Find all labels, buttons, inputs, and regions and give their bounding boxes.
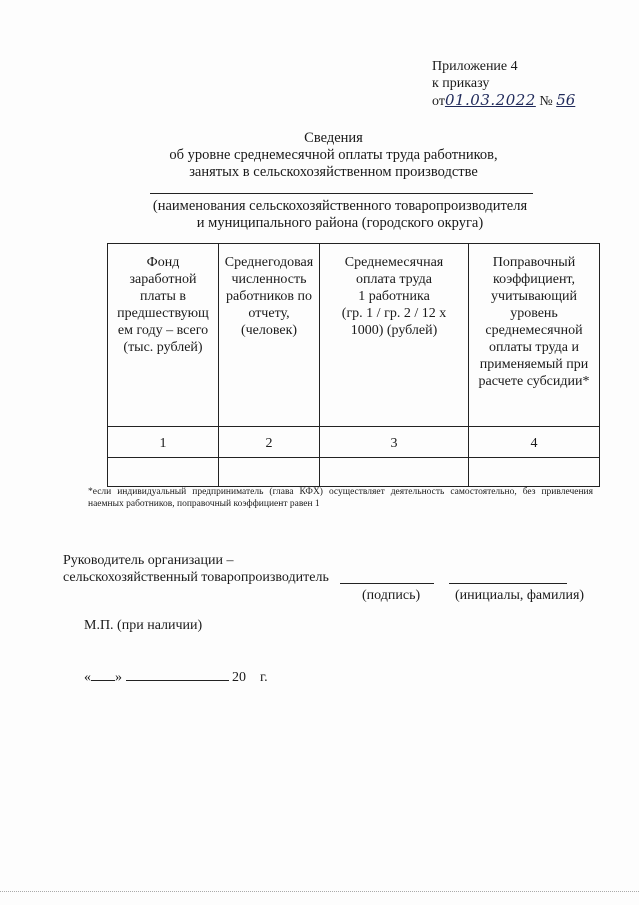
caption-line-2: и муниципального района (городского округа)	[196, 215, 484, 231]
signer-block	[63, 552, 329, 586]
document-title	[0, 130, 639, 181]
signature-caption: (подпись)	[362, 588, 421, 603]
data-cell[interactable]	[108, 458, 219, 487]
open-quote: «	[84, 670, 91, 685]
column-number: 1	[108, 427, 219, 458]
table-header-row	[108, 244, 600, 427]
data-cell[interactable]	[320, 458, 469, 487]
from-label: от	[432, 94, 445, 109]
column-number: 4	[469, 427, 600, 458]
appendix-number: Приложение 4	[432, 59, 518, 74]
scan-edge-divider	[0, 891, 639, 892]
year-suffix: г.	[260, 670, 268, 685]
data-entry-row	[108, 458, 600, 487]
column-number: 2	[219, 427, 320, 458]
name-line	[449, 583, 567, 584]
signature-line	[340, 583, 434, 584]
salary-table	[107, 243, 600, 487]
column-number: 3	[320, 427, 469, 458]
handwritten-date: 01.03.2022	[444, 91, 536, 109]
year-prefix: 20	[232, 670, 246, 685]
header-cell-avg-salary: Среднемесячная оплата труда 1 работника (гр. 1 / гр. 2 / 12 х 1000) (рублей)	[320, 244, 469, 427]
footnote: *если индивидуальный предприниматель (глава КФХ) осуществляет деятельность самостоятельно, без привлечения наемных работников, поправочный коэффициент равен 1	[88, 487, 593, 509]
order-label: к приказу	[432, 76, 490, 91]
producer-name-blank	[150, 193, 533, 194]
caption-line-1: (наименования сельскохозяйственного товаропроизводителя	[152, 198, 528, 214]
title-line-2: об уровне среднемесячной оплаты труда работников,	[169, 147, 498, 163]
day-blank	[91, 667, 115, 681]
handwritten-number: 56	[556, 91, 576, 109]
producer-name-caption	[110, 198, 570, 232]
data-cell[interactable]	[469, 458, 600, 487]
signer-line-2: сельскохозяйственный товаропроизводитель	[63, 570, 329, 585]
number-label: №	[539, 94, 553, 109]
header-cell-fund: Фонд заработной платы в предшествующ ем году – всего (тыс. рублей)	[108, 244, 219, 427]
header-cell-coefficient: Поправочный коэффициент, учитывающий уровень среднемесячной оплаты труда и применяемый при расчете субсидии*	[469, 244, 600, 427]
order-date-line	[432, 92, 575, 110]
title-line-1: Сведения	[304, 130, 363, 146]
date-line	[84, 667, 268, 686]
title-line-3: занятых в сельскохозяйственном производстве	[189, 164, 478, 180]
header-cell-headcount: Среднегодовая численность работников по отчету, (человек)	[219, 244, 320, 427]
appendix-reference	[432, 58, 575, 110]
close-quote: »	[115, 670, 122, 685]
column-number-row	[108, 427, 600, 458]
data-cell[interactable]	[219, 458, 320, 487]
stamp-label: М.П. (при наличии)	[84, 618, 203, 633]
signer-line-1: Руководитель организации –	[63, 553, 234, 568]
name-caption: (инициалы, фамилия)	[455, 588, 585, 603]
month-blank	[126, 667, 229, 681]
